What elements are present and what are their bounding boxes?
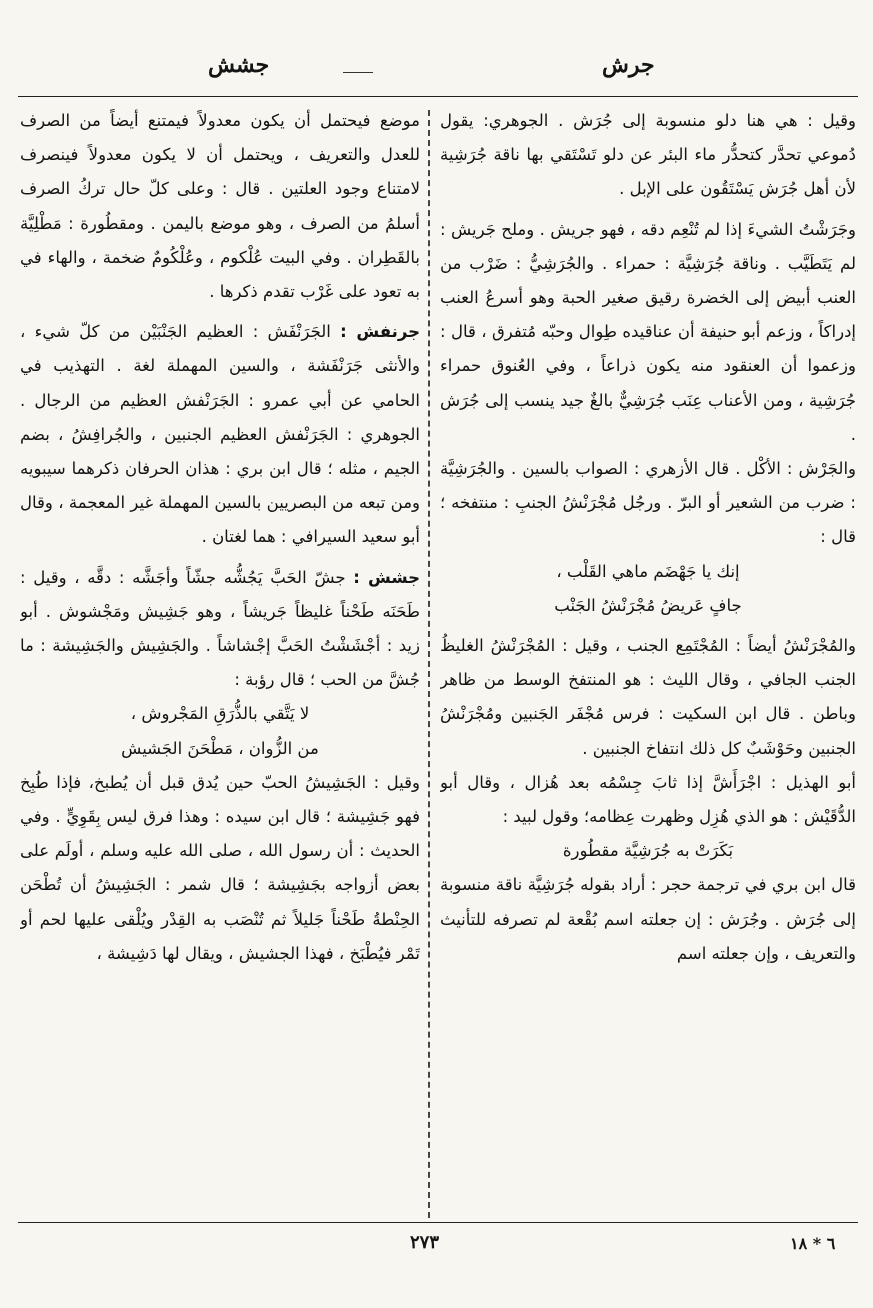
verse-line: لا يَتَّقي بالذُّرَقِ المَجْروش ، [130,704,310,724]
paragraph: والجَرْش : الأكْل . قال الأزهري : الصواب بالسين . والجُرَشِيَّة : ضرب من الشعير أو البرّ . ورجُل مُجْرَنْشُ الجنبِ : منتفخه ؛ قال : [440,459,856,547]
paragraph: وقيل : الجَشِيشُ الحبّ حين يُدق قبل أن يُطبخ، فإذا طُبِخ فهو جَشِيشة ؛ قال ابن سيده : وهذا فرق ليس بِقَوِيٍّ . وفي الحديث : أن رسول الله ، صلى الله عليه وسلم ، أولَم على بعض أزواجه بجَشِيشة ؛ قال شمر : الجَشِيشُ أن تُطْحَن الحِنْطةُ طَحْناً جَليلاً ثم تُنْصَب به القِدْر ويُلْقى عليها لحم أو تَمْر فيُطْبَخ ، فهذا الجشيش ، ويقال لها دَشِيشة ، [20,772,420,963]
signature-mark: ٦ * ١٨ [790,1234,836,1253]
paragraph: أبو الهذيل : اجْرَأَشَّ إذا ثابَ جِسْمُه بعد هُزال ، وقال أبو الدُّقَيْش : هو الذي هُزِل وظهرت عِظامه؛ وقول لبيد : [440,772,856,827]
entry-jashash [20,561,420,698]
headword: جشش : [353,567,420,587]
header-dash [343,72,373,73]
right-column [440,104,856,1216]
headword: جرنفش : [340,322,420,342]
top-rule [18,96,858,97]
left-column [20,104,420,1216]
verse-line: بَكَرَتْ به جُرَشِيَّة مقطُورة [562,841,734,861]
verse-line: جافٍ عَريضُ مُجْرَنْشُ الجَنْب [554,595,742,615]
verse-line: من الزُّوان ، مَطْحَنَ الجَشيش [121,738,319,758]
paragraph: قال ابن بري في ترجمة حجر : أراد بقوله جُرَشِيَّة ناقة منسوبة إلى جُرَش . وجُرَش : إن جعلته اسم بُقْعة لم تصرفه للتأنيث والتعريف ، وإن جعلته اسم [440,875,856,963]
entry-jaranfash [20,315,420,554]
paragraph: وقيل : هي هنا دلو منسوبة إلى جُرَش . الجوهري: يقول دُموعي تحدَّر كتحدُّر ماء البئر عن دلو تَسْتَقي بها ناقة جُرَشِية لأن أهل جُرَش يَسْتَقُون على الإبل . [440,111,856,199]
running-header-right: جرش [602,52,655,78]
column-divider [428,110,430,1218]
paragraph: موضع فيحتمل أن يكون معدولاً فيمتنع أيضاً من الصرف للعدل والتعريف ، ويحتمل أن لا يكون معدولاً فينصرف لامتناع وجود العلتين . قال : وعلى كلّ حال تركُ الصرف أسلمُ من الصرف ، وهو موضع باليمن . ومقطُورة : مَطْلِيَّة بالقَطِران . وفي البيت عُلْكوم ، وعُلْكُومٌ ضخمة ، والهاء في به تعود على غَرْب تقدم ذكرها . [20,111,420,302]
bottom-rule [18,1222,858,1223]
paragraph: والمُجْرَنْشُ أيضاً : المُجْتَمِع الجنب ، وقيل : المُجْرَنْشُ الغليظُ الجنب الجافي ، وقال الليث : هو المنتفخ الوسط من ظاهر وباطن . قال ابن السكيت : فرس مُجْفَر الجَنبين ومُجْرَنْشُ الجنبين وحَوْشَبٌ كل ذلك انتفاخ الجنبين . [440,636,856,758]
page-number: ٢٧٣ [410,1232,440,1253]
entry-text: جشّ الحَبَّ يَجُشُّه جشّاً وأجَشَّه : دقَّه ، وقيل : طَحَنَه طَحْناً غليظاً جَريشاً ، وهو جَشِيش ومَجْشوش . أبو زيد : أجْشَشْتُ الحَبَّ إجْشاشاً . والجَشِيش والجَشِيشة : ما جُشَّ من الحب ؛ قال رؤبة : [20,567,420,690]
paragraph: وجَرَشْتُ الشيءَ إذا لم تُنْعِم دقه ، فهو جريش . وملح جَريش : لم يَتَطَيَّب . وناقة جُرَشِيَّة : حمراء . والجُرَشِيُّ : ضَرْب من العنب أبيض إلى الخضرة رقيق صغير الحبة وهو أسرعُ العنب إدراكاً ، وزعم أبو حنيفة أن عناقيده طِوال وحبّه مُتفرق ، قال : وزعموا أن العنقود منه يكون ذراعاً ، وفي العُنوق حمراء جُرَشِية ، ومن الأعناب عِنَب جُرَشِيٌّ بالغٌ جيد ينسب إلى جُرَش . [440,219,856,444]
running-header-left: جشش [208,52,270,78]
entry-text: الجَرَنْفَش : العظيم الجَنْبَيْن من كلّ شيء ، والأنثى جَرَنْفَشة ، والسين المهملة لغة . التهذيب في الحامي عن أبي عمرو : الجَرَنْفش العظيم من الرجال . الجوهري : الجَرَنْفش العظيم الجنبين ، والجُرافِشُ ، بضم الجيم ، مثله ؛ قال ابن بري : هذان الحرفان ذكرهما سيبويه ومن تبعه من البصريين بالسين المهملة غير المعجمة ، وقال أبو سعيد السيرافي : هما لغتان . [20,322,420,547]
verse-line: إنك يا جَهْضَم ماهي القَلْب ، [556,561,740,581]
